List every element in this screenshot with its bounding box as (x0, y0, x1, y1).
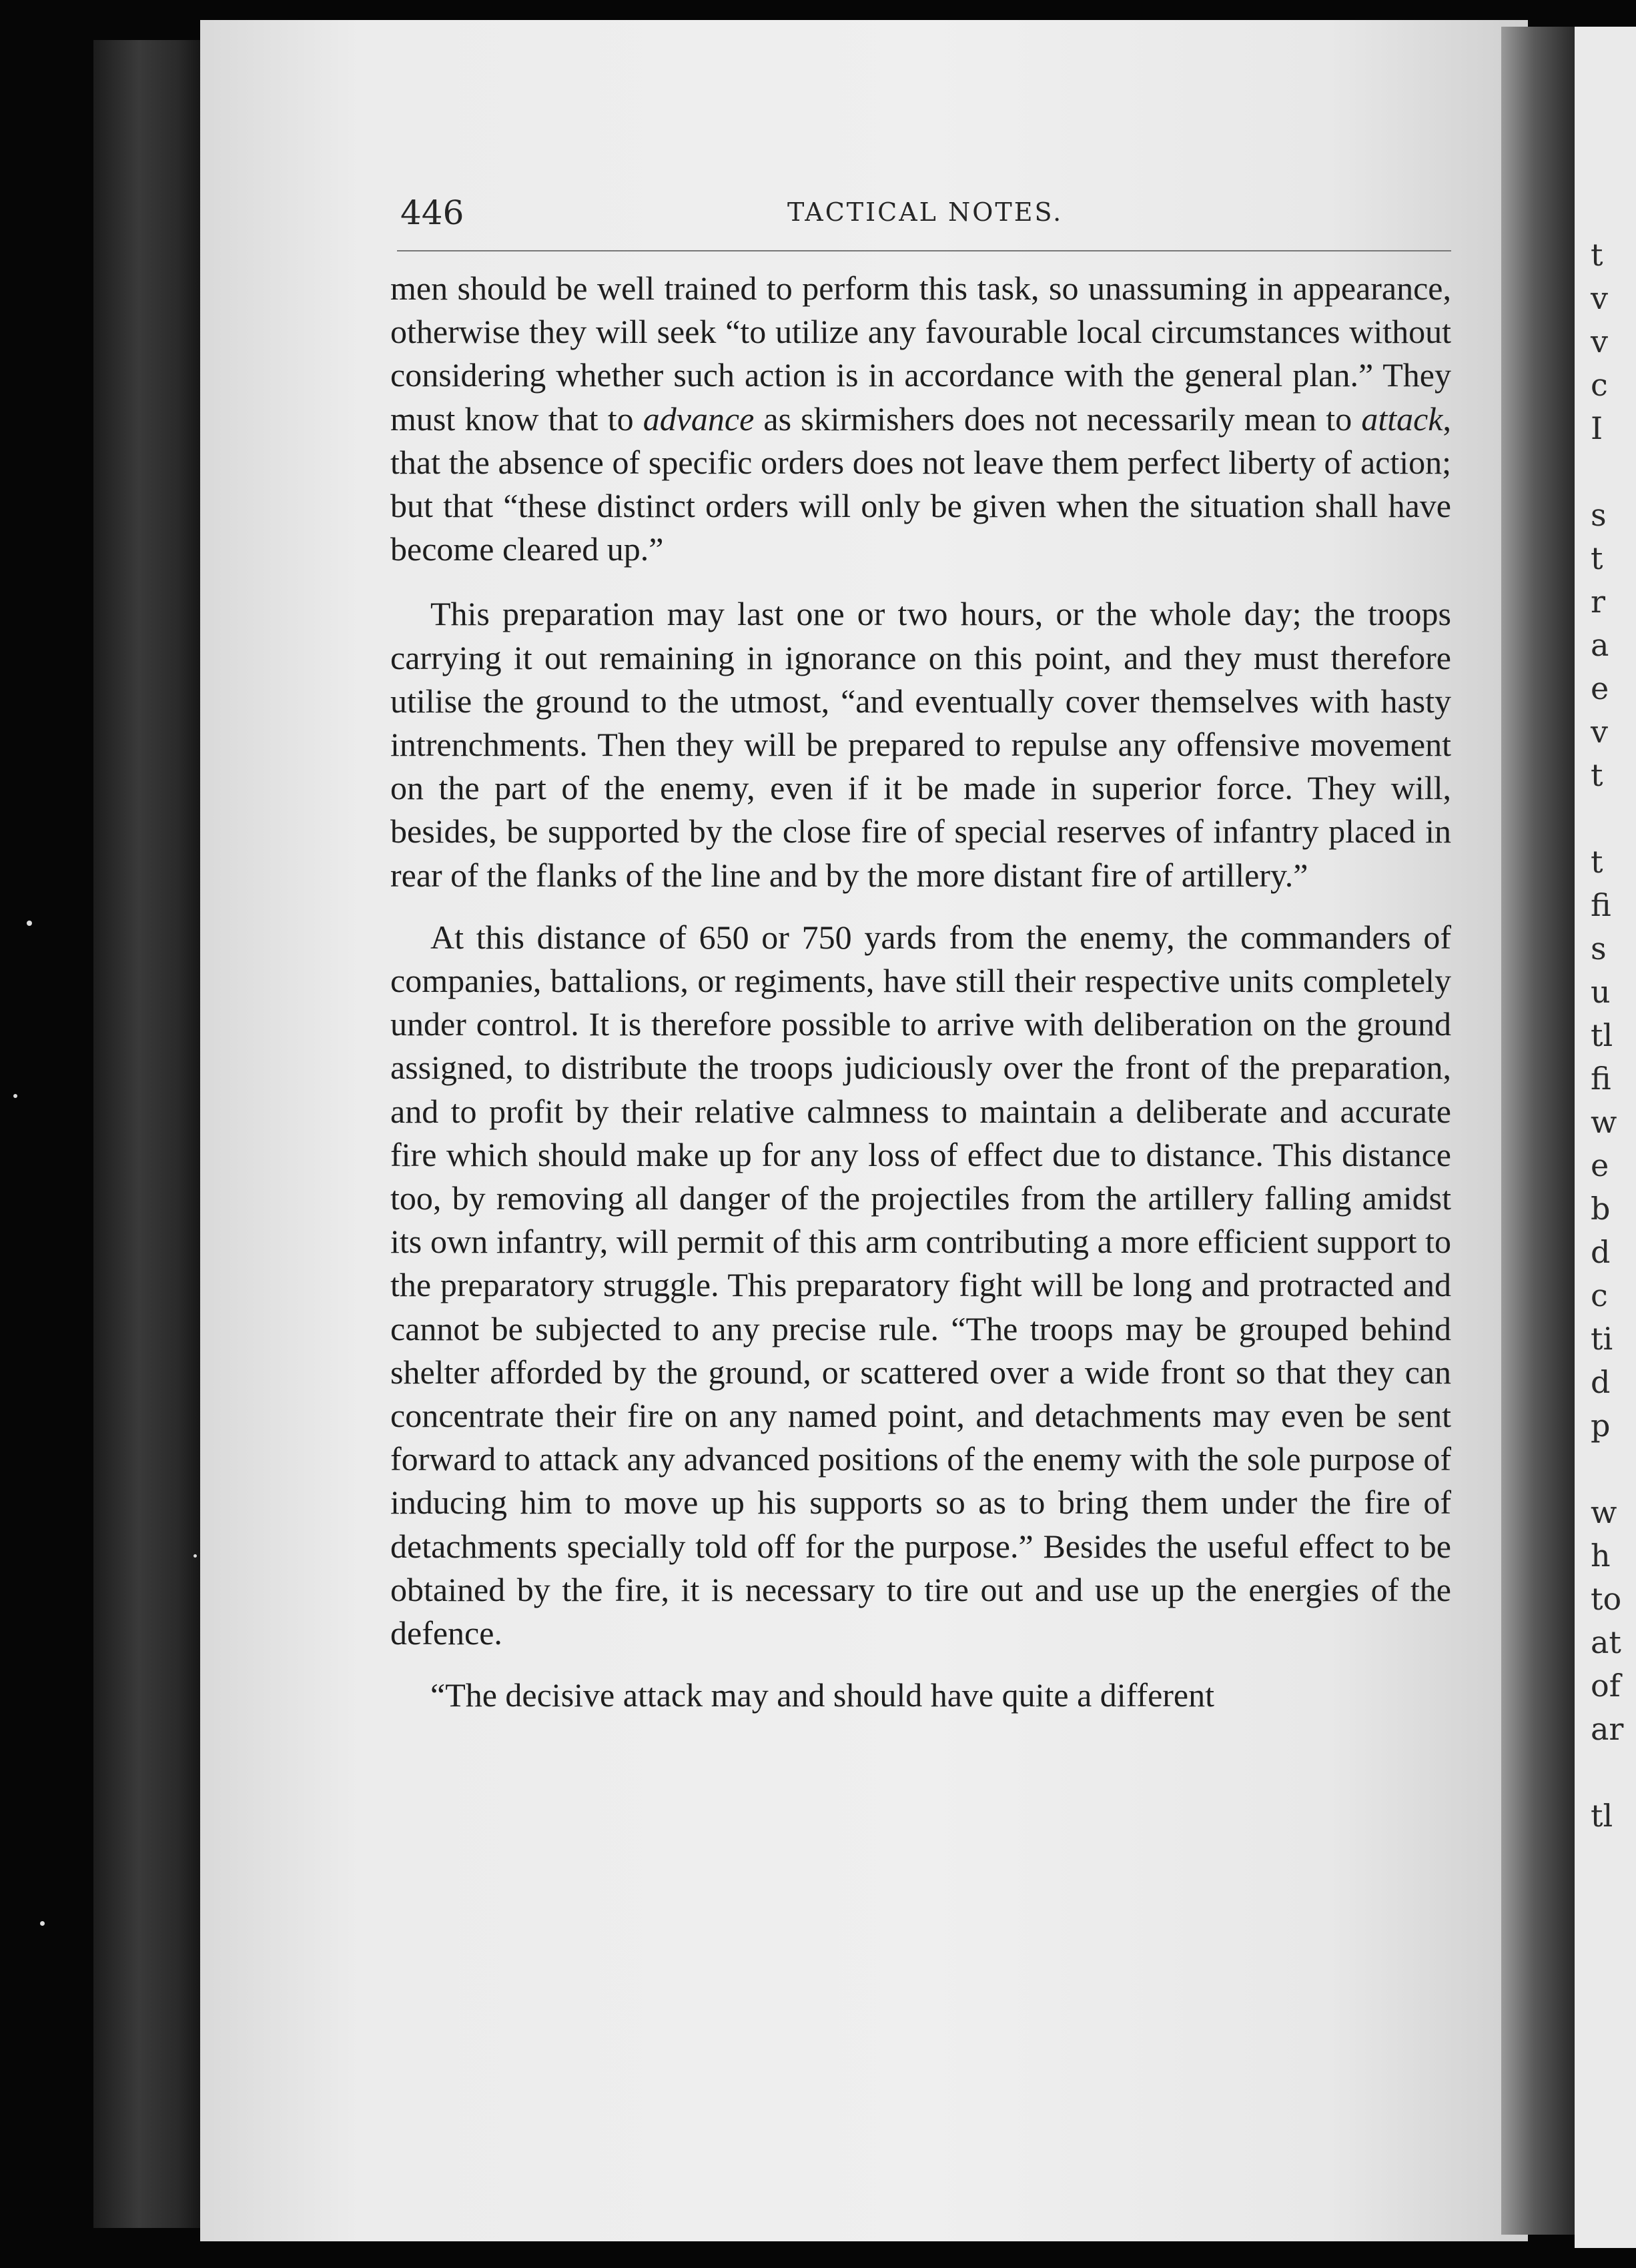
facing-page-fragment: c (1591, 367, 1608, 403)
facing-page-fragment: s (1591, 931, 1607, 967)
facing-page-fragment: e (1591, 670, 1609, 706)
facing-page-fragment: v (1591, 714, 1608, 750)
scan-speck (40, 1921, 45, 1926)
facing-page-fragment: a (1591, 627, 1609, 663)
facing-page-fragment: fi (1591, 887, 1611, 923)
facing-page-fragment: fi (1591, 1061, 1611, 1097)
facing-page-fragment: t (1591, 757, 1603, 793)
facing-page-fragment (1591, 1751, 1636, 1794)
facing-page-fragment: ar (1591, 1711, 1624, 1747)
paragraph-3: At this distance of 650 or 750 yards from the enemy, the commanders of companies, battalions, or regiments, have still their respective units completely under control. It is therefore possible to arrive with deliberation on the ground assigned, to distribute the troops judiciously over the front of the preparation, and to profit by their relative calmness to maintain a deliberate and accurate fire which should make up for any loss of effect due to distance. This distance too, by removing all danger of the projectiles from the artillery falling amidst its own infantry, will permit of this arm contributing a more efficient support to the preparatory struggle. This preparatory fight will be long and protracted and cannot be subjected to any precise rule. “The troops may be grouped behind shelter afforded by the ground, or scattered over a wide front so that they can concentrate their fire on any named point, and detachments may even be sent forward to attack any advanced positions of the enemy with the sole purpose of inducing him to move up his supports so as to bring them under the fire of detachments specially told off for the purpose.” Besides the useful effect to be obtained by the fire, it is necessary to tire out and use up the energies of the defence. (390, 918, 1451, 1652)
facing-page-fragment: d (1591, 1234, 1611, 1270)
gutter-shadow (1501, 27, 1575, 2235)
body-text (390, 267, 1451, 1718)
facing-page-fragment: c (1591, 1277, 1608, 1313)
facing-page-fragment: of (1591, 1668, 1621, 1704)
header-rule (397, 250, 1451, 251)
facing-page-fragment: at (1591, 1624, 1621, 1660)
facing-page-text-fragments (1591, 233, 1636, 1838)
facing-page-fragment: v (1591, 324, 1608, 360)
facing-page-fragment: I (1591, 410, 1603, 446)
facing-page-fragment: t (1591, 844, 1603, 880)
book-binding-edge (93, 40, 207, 2228)
paragraph-1-text-c: , that the absence of specific orders does not leave them perfect liberty of action; but that “these distinct orders will only be given when the situation shall have become cleared up.” (390, 400, 1451, 568)
facing-page-fragment: s (1591, 497, 1607, 533)
facing-page-fragment: t (1591, 540, 1603, 576)
facing-page-fragment: v (1591, 280, 1608, 316)
paragraph-1-text-a: men should be well trained to perform this task, so unassuming in appearance, otherwise they will seek “to utilize any favourable local circumstances without considering whether such action is in accordance with the general plan.” They must know that to (390, 269, 1451, 438)
facing-page-fragment: e (1591, 1147, 1609, 1183)
facing-page-fragment: ti (1591, 1321, 1613, 1357)
facing-page-fragment (1591, 1448, 1636, 1491)
facing-page-edge (1575, 27, 1636, 2248)
facing-page-fragment: d (1591, 1364, 1611, 1400)
italic-advance: advance (643, 400, 755, 438)
facing-page-fragment: tl (1591, 1798, 1613, 1834)
facing-page-fragment: r (1591, 584, 1605, 620)
paragraph-4: “The decisive attack may and should have quite a different (430, 1676, 1214, 1714)
facing-page-fragment: w (1591, 1494, 1617, 1530)
facing-page-fragment: b (1591, 1191, 1611, 1227)
facing-page-fragment: u (1591, 974, 1611, 1010)
facing-page-fragment: to (1591, 1581, 1622, 1617)
facing-page-fragment: t (1591, 237, 1603, 273)
paragraph-2: This preparation may last one or two hours, or the whole day; the troops carrying it out remaining in ignorance on this point, and they must therefore utilise the ground to the utmost, “and eventually cover themselves with hasty intrenchments. Then they will be prepared to repulse any offensive movement on the part of the enemy, even if it be made in superior force. They will, besides, be supported by the close fire of special reserves of infantry placed in rear of the flanks of the line and by the more distant fire of artillery.” (390, 595, 1451, 894)
page-number: 446 (400, 193, 464, 232)
running-head (400, 193, 1448, 240)
facing-page-fragment: p (1591, 1407, 1611, 1444)
paragraph-1-text-b: as skirmishers does not necessarily mean to (754, 400, 1362, 438)
paragraph-1 (390, 267, 1451, 571)
facing-page-fragment: tl (1591, 1017, 1613, 1053)
facing-page-fragment (1591, 797, 1636, 840)
facing-page-fragment (1591, 450, 1636, 494)
facing-page-fragment: h (1591, 1538, 1611, 1574)
scan-speck (193, 1554, 197, 1558)
running-title: TACTICAL NOTES. (787, 197, 1064, 227)
italic-attack: attack (1361, 400, 1443, 438)
facing-page-fragment: w (1591, 1104, 1617, 1140)
scan-speck (13, 1094, 17, 1098)
scan-speck (27, 921, 32, 926)
